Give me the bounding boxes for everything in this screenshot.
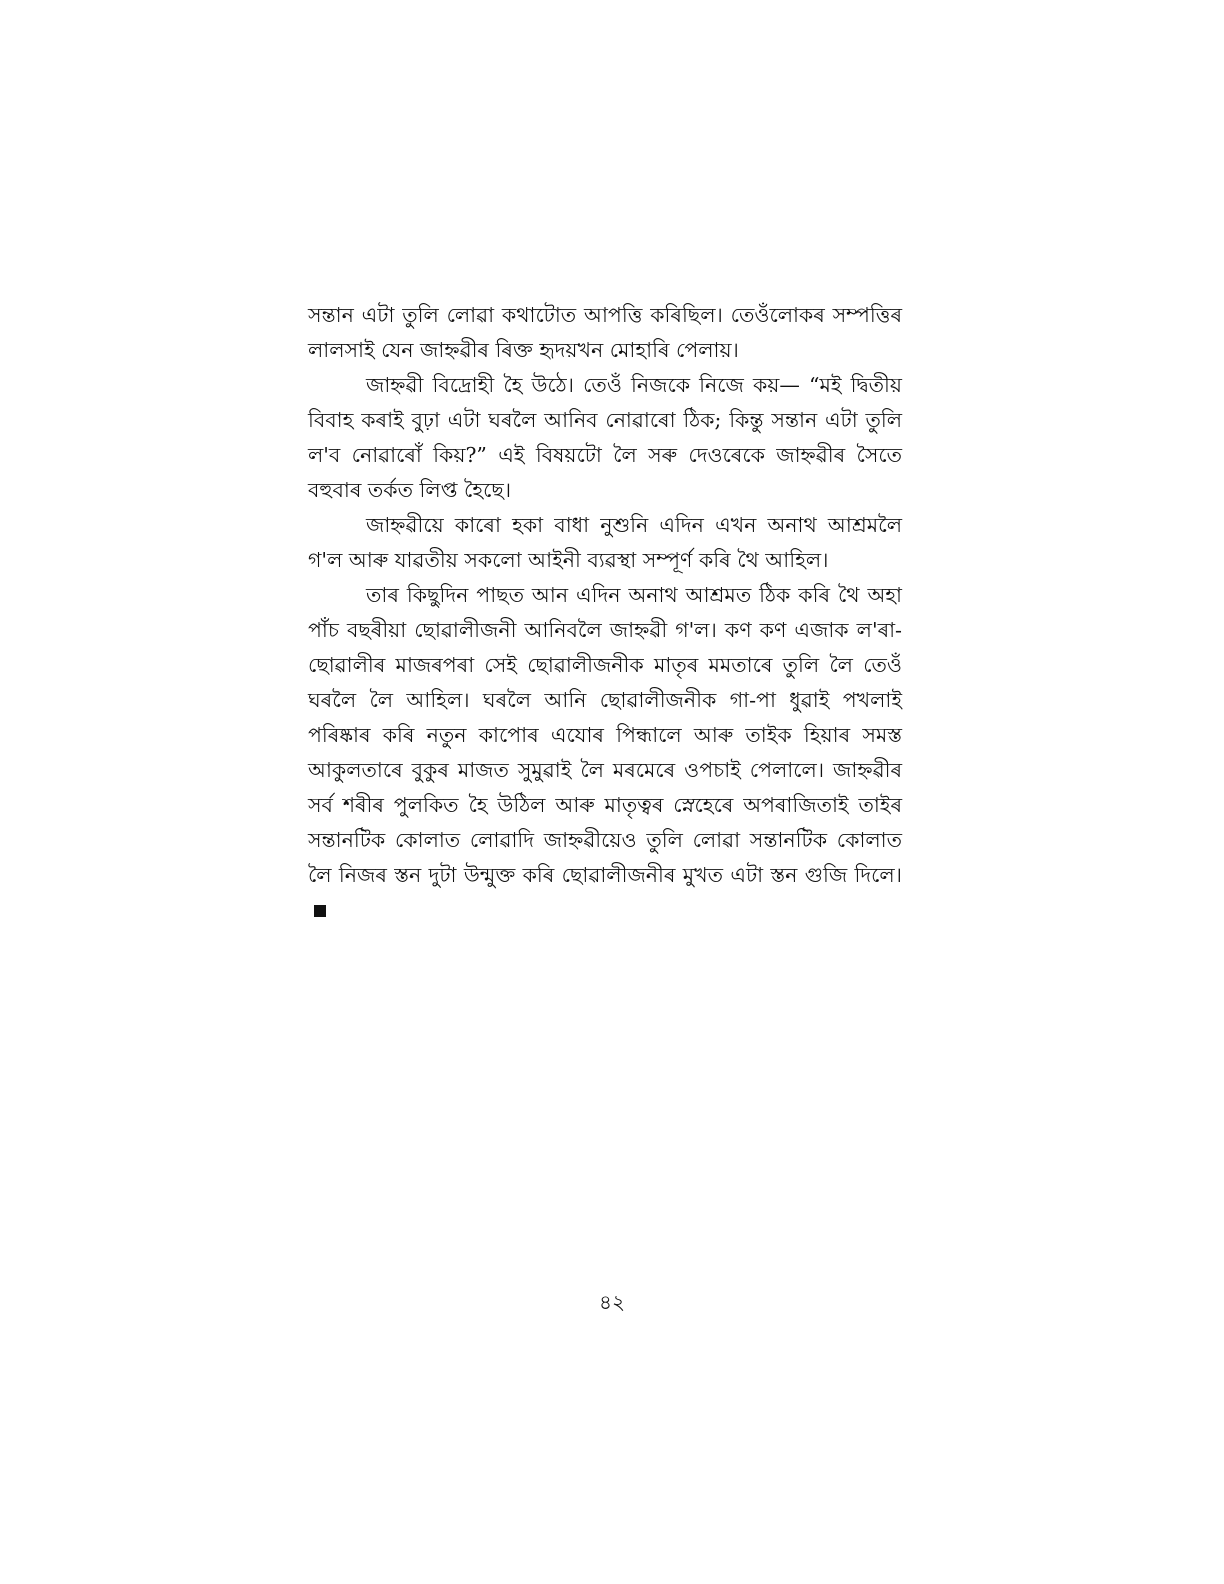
paragraph-4 xyxy=(308,578,902,928)
black-square-icon xyxy=(314,905,326,917)
paragraph-3: জাহ্নৱীয়ে কাৰো হকা বাধা নুশুনি এদিন এখন অনাথ আশ্ৰমলৈ গ'ল আৰু যাৱতীয় সকলো আইনী ব্যৱস্থা সম্পূৰ্ণ কৰি থৈ আহিল। xyxy=(308,513,902,572)
paragraph-2: জাহ্নৱী বিদ্ৰোহী হৈ উঠে। তেওঁ নিজকে নিজে কয়— “মই দ্বিতীয় বিবাহ কৰাই বুঢ়া এটা ঘৰলৈ আনিব নোৱাৰো ঠিক; কিন্তু সন্তান এটা তুলি ল'ব নোৱাৰোঁ কিয়?” এই বিষয়টো লৈ সৰু দেওৰেকে জাহ্নৱীৰ সৈতে বহুবাৰ তৰ্কত লিপ্ত হৈছে। xyxy=(308,373,902,502)
paragraph-1: সন্তান এটা তুলি লোৱা কথাটোত আপত্তি কৰিছিল। তেওঁলোকৰ সম্পত্তিৰ লালসাই যেন জাহ্নৱীৰ ৰিক্ত হৃদয়খন মোহাৰি পেলায়। xyxy=(308,303,902,362)
story-text xyxy=(308,298,902,928)
paragraph-4-text: তাৰ কিছুদিন পাছত আন এদিন অনাথ আশ্ৰমত ঠিক কৰি থৈ অহা পাঁচ বছৰীয়া ছোৱালীজনী আনিবলৈ জাহ্নৱী গ'ল। কণ কণ এজাক ল'ৰা-ছোৱালীৰ মাজৰপৰা সেই ছোৱালীজনীক মাতৃৰ মমতাৰে তুলি লৈ তেওঁ ঘৰলৈ লৈ আহিল। ঘৰলৈ আনি ছোৱালীজনীক গা-পা ধুৱাই পখলাই পৰিষ্কাৰ কৰি নতুন কাপোৰ এযোৰ পিন্ধালে আৰু তাইক হিয়াৰ সমস্ত আকুলতাৰে বুকুৰ মাজত সুমুৱাই লৈ মৰমেৰে ওপচাই পেলালে। জাহ্নৱীৰ সৰ্ব শৰীৰ পুলকিত হৈ উঠিল আৰু মাতৃত্বৰ স্নেহেৰে অপৰাজিতাই তাইৰ সন্তানটিক কোলাত লোৱাদি জাহ্নৱীয়েও তুলি লোৱা সন্তানটিক কোলাত লৈ নিজৰ স্তন দুটা উন্মুক্ত কৰি ছোৱালীজনীৰ মুখত এটা স্তন গুজি দিলে। xyxy=(308,583,902,887)
page-number: ৪২ xyxy=(599,1290,625,1314)
